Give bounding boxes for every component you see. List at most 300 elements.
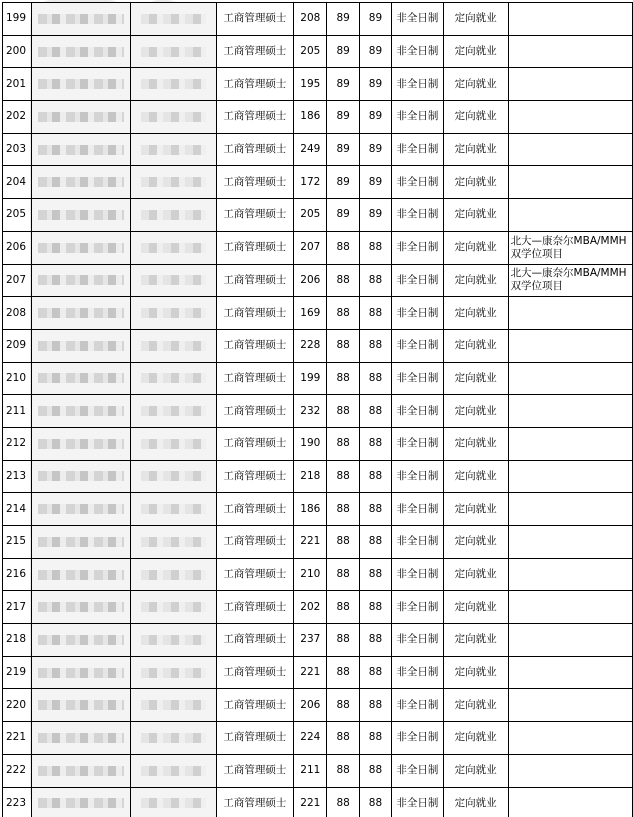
total-score-cell: 208: [294, 3, 327, 36]
redacted-name-cell: [31, 787, 130, 817]
redaction-blur: [141, 112, 205, 122]
degree-cell: 工商管理硕士: [216, 526, 294, 559]
redacted-id-cell: [131, 329, 216, 362]
employment-type-cell: 定向就业: [443, 722, 508, 755]
redacted-name-cell: [31, 558, 130, 591]
row-number: 202: [3, 101, 32, 134]
row-number: 215: [3, 526, 32, 559]
redaction-blur: [38, 373, 124, 383]
note-cell: [508, 591, 632, 624]
redaction-blur: [38, 406, 124, 416]
score-a-cell: 89: [327, 166, 360, 199]
score-b-cell: 88: [360, 656, 392, 689]
redaction-blur: [141, 504, 205, 514]
redaction-blur: [141, 471, 205, 481]
redacted-name-cell: [31, 754, 130, 787]
redacted-id-cell: [131, 722, 216, 755]
redacted-name-cell: [31, 493, 130, 526]
note-cell: [508, 493, 632, 526]
redaction-blur: [38, 733, 124, 743]
note-cell: [508, 460, 632, 493]
study-mode-cell: 非全日制: [391, 656, 443, 689]
table-row: [3, 101, 633, 134]
redaction-blur: [141, 14, 205, 24]
redaction-blur: [141, 439, 205, 449]
score-b-cell: 88: [360, 787, 392, 817]
redacted-name-cell: [31, 231, 130, 264]
row-number: 221: [3, 722, 32, 755]
degree-cell: 工商管理硕士: [216, 3, 294, 36]
study-mode-cell: 非全日制: [391, 689, 443, 722]
redacted-id-cell: [131, 166, 216, 199]
degree-cell: 工商管理硕士: [216, 133, 294, 166]
redacted-id-cell: [131, 493, 216, 526]
row-number: 219: [3, 656, 32, 689]
note-cell: 北大—康奈尔MBA/MMH双学位项目: [508, 264, 632, 297]
redaction-blur: [141, 766, 205, 776]
redaction-blur: [38, 537, 124, 547]
degree-cell: 工商管理硕士: [216, 656, 294, 689]
redaction-blur: [141, 406, 205, 416]
table-row: [3, 3, 633, 36]
redaction-blur: [141, 145, 205, 155]
score-b-cell: 88: [360, 329, 392, 362]
score-a-cell: 88: [327, 231, 360, 264]
redacted-id-cell: [131, 656, 216, 689]
study-mode-cell: 非全日制: [391, 3, 443, 36]
employment-type-cell: 定向就业: [443, 166, 508, 199]
study-mode-cell: 非全日制: [391, 133, 443, 166]
redaction-blur: [141, 275, 205, 285]
redaction-blur: [38, 275, 124, 285]
redaction-blur: [38, 145, 124, 155]
table-row: [3, 329, 633, 362]
total-score-cell: 221: [294, 656, 327, 689]
employment-type-cell: 定向就业: [443, 754, 508, 787]
table-row: [3, 68, 633, 101]
redacted-name-cell: [31, 722, 130, 755]
redacted-name-cell: [31, 526, 130, 559]
degree-cell: 工商管理硕士: [216, 362, 294, 395]
study-mode-cell: 非全日制: [391, 460, 443, 493]
score-a-cell: 88: [327, 624, 360, 657]
row-number: 199: [3, 3, 32, 36]
employment-type-cell: 定向就业: [443, 35, 508, 68]
total-score-cell: 190: [294, 427, 327, 460]
note-cell: [508, 35, 632, 68]
degree-cell: 工商管理硕士: [216, 460, 294, 493]
table-row: [3, 656, 633, 689]
note-cell: [508, 297, 632, 330]
employment-type-cell: 定向就业: [443, 591, 508, 624]
study-mode-cell: 非全日制: [391, 526, 443, 559]
note-cell: [508, 722, 632, 755]
study-mode-cell: 非全日制: [391, 297, 443, 330]
redaction-blur: [38, 210, 124, 220]
note-cell: [508, 133, 632, 166]
total-score-cell: 205: [294, 199, 327, 232]
study-mode-cell: 非全日制: [391, 754, 443, 787]
score-a-cell: 89: [327, 68, 360, 101]
note-cell: [508, 329, 632, 362]
redaction-blur: [38, 439, 124, 449]
table-row: [3, 689, 633, 722]
score-a-cell: 89: [327, 199, 360, 232]
total-score-cell: 172: [294, 166, 327, 199]
study-mode-cell: 非全日制: [391, 166, 443, 199]
study-mode-cell: 非全日制: [391, 493, 443, 526]
table-row: [3, 460, 633, 493]
redaction-blur: [141, 373, 205, 383]
redaction-blur: [141, 47, 205, 57]
score-b-cell: 89: [360, 166, 392, 199]
score-a-cell: 89: [327, 101, 360, 134]
redacted-name-cell: [31, 395, 130, 428]
degree-cell: 工商管理硕士: [216, 787, 294, 817]
score-a-cell: 88: [327, 395, 360, 428]
employment-type-cell: 定向就业: [443, 264, 508, 297]
study-mode-cell: 非全日制: [391, 264, 443, 297]
total-score-cell: 232: [294, 395, 327, 428]
redacted-id-cell: [131, 101, 216, 134]
score-a-cell: 88: [327, 362, 360, 395]
redaction-blur: [141, 341, 205, 351]
score-b-cell: 89: [360, 35, 392, 68]
note-cell: 北大—康奈尔MBA/MMH双学位项目: [508, 231, 632, 264]
row-number: 217: [3, 591, 32, 624]
redacted-name-cell: [31, 35, 130, 68]
score-b-cell: 88: [360, 395, 392, 428]
study-mode-cell: 非全日制: [391, 199, 443, 232]
row-number: 214: [3, 493, 32, 526]
redacted-id-cell: [131, 3, 216, 36]
employment-type-cell: 定向就业: [443, 689, 508, 722]
total-score-cell: 195: [294, 68, 327, 101]
score-a-cell: 88: [327, 427, 360, 460]
note-cell: [508, 754, 632, 787]
table-row: [3, 297, 633, 330]
row-number: 205: [3, 199, 32, 232]
total-score-cell: 210: [294, 558, 327, 591]
score-b-cell: 88: [360, 754, 392, 787]
employment-type-cell: 定向就业: [443, 395, 508, 428]
redacted-name-cell: [31, 689, 130, 722]
study-mode-cell: 非全日制: [391, 395, 443, 428]
total-score-cell: 211: [294, 754, 327, 787]
study-mode-cell: 非全日制: [391, 101, 443, 134]
row-number: 207: [3, 264, 32, 297]
table-row: [3, 362, 633, 395]
degree-cell: 工商管理硕士: [216, 264, 294, 297]
score-a-cell: 88: [327, 722, 360, 755]
table-row: [3, 722, 633, 755]
employment-type-cell: 定向就业: [443, 362, 508, 395]
score-a-cell: 88: [327, 591, 360, 624]
score-a-cell: 88: [327, 787, 360, 817]
row-number: 222: [3, 754, 32, 787]
employment-type-cell: 定向就业: [443, 231, 508, 264]
total-score-cell: 169: [294, 297, 327, 330]
total-score-cell: 228: [294, 329, 327, 362]
redacted-id-cell: [131, 362, 216, 395]
row-number: 201: [3, 68, 32, 101]
row-number: 208: [3, 297, 32, 330]
redaction-blur: [38, 79, 124, 89]
redaction-blur: [38, 504, 124, 514]
score-b-cell: 88: [360, 689, 392, 722]
degree-cell: 工商管理硕士: [216, 166, 294, 199]
employment-type-cell: 定向就业: [443, 427, 508, 460]
score-b-cell: 89: [360, 101, 392, 134]
row-number: 209: [3, 329, 32, 362]
redaction-blur: [141, 700, 205, 710]
redaction-blur: [38, 243, 124, 253]
score-a-cell: 88: [327, 329, 360, 362]
degree-cell: 工商管理硕士: [216, 591, 294, 624]
degree-cell: 工商管理硕士: [216, 427, 294, 460]
row-number: 211: [3, 395, 32, 428]
note-cell: [508, 395, 632, 428]
score-b-cell: 89: [360, 3, 392, 36]
degree-cell: 工商管理硕士: [216, 689, 294, 722]
redacted-id-cell: [131, 395, 216, 428]
table-row: [3, 166, 633, 199]
study-mode-cell: 非全日制: [391, 591, 443, 624]
table-row: [3, 231, 633, 264]
table-row: [3, 526, 633, 559]
total-score-cell: 199: [294, 362, 327, 395]
total-score-cell: 206: [294, 689, 327, 722]
total-score-cell: 237: [294, 624, 327, 657]
note-cell: [508, 656, 632, 689]
note-cell: [508, 558, 632, 591]
table-row: [3, 35, 633, 68]
note-cell: [508, 526, 632, 559]
redacted-id-cell: [131, 133, 216, 166]
score-b-cell: 88: [360, 591, 392, 624]
redaction-blur: [141, 537, 205, 547]
redacted-id-cell: [131, 558, 216, 591]
note-cell: [508, 166, 632, 199]
total-score-cell: 186: [294, 493, 327, 526]
note-cell: [508, 787, 632, 817]
redacted-name-cell: [31, 297, 130, 330]
redacted-id-cell: [131, 68, 216, 101]
employment-type-cell: 定向就业: [443, 656, 508, 689]
redaction-blur: [141, 570, 205, 580]
degree-cell: 工商管理硕士: [216, 297, 294, 330]
redacted-name-cell: [31, 3, 130, 36]
employment-type-cell: 定向就业: [443, 329, 508, 362]
redacted-id-cell: [131, 754, 216, 787]
table-row: [3, 624, 633, 657]
row-number: 218: [3, 624, 32, 657]
redacted-name-cell: [31, 460, 130, 493]
score-a-cell: 88: [327, 656, 360, 689]
note-cell: [508, 199, 632, 232]
degree-cell: 工商管理硕士: [216, 395, 294, 428]
row-number: 203: [3, 133, 32, 166]
table-row: [3, 493, 633, 526]
redaction-blur: [38, 798, 124, 808]
study-mode-cell: 非全日制: [391, 329, 443, 362]
degree-cell: 工商管理硕士: [216, 754, 294, 787]
redaction-blur: [38, 341, 124, 351]
employment-type-cell: 定向就业: [443, 199, 508, 232]
redacted-name-cell: [31, 133, 130, 166]
employment-type-cell: 定向就业: [443, 297, 508, 330]
table-row: [3, 754, 633, 787]
redaction-blur: [141, 635, 205, 645]
score-b-cell: 88: [360, 460, 392, 493]
redaction-blur: [141, 602, 205, 612]
redaction-blur: [38, 602, 124, 612]
study-mode-cell: 非全日制: [391, 35, 443, 68]
degree-cell: 工商管理硕士: [216, 231, 294, 264]
score-a-cell: 88: [327, 297, 360, 330]
redaction-blur: [141, 177, 205, 187]
degree-cell: 工商管理硕士: [216, 68, 294, 101]
score-b-cell: 89: [360, 133, 392, 166]
table-row: [3, 591, 633, 624]
score-b-cell: 89: [360, 68, 392, 101]
note-cell: [508, 3, 632, 36]
table-row: [3, 395, 633, 428]
redaction-blur: [141, 308, 205, 318]
redacted-name-cell: [31, 68, 130, 101]
redacted-id-cell: [131, 199, 216, 232]
redaction-blur: [141, 210, 205, 220]
score-a-cell: 88: [327, 558, 360, 591]
total-score-cell: 205: [294, 35, 327, 68]
degree-cell: 工商管理硕士: [216, 199, 294, 232]
table-row: [3, 558, 633, 591]
note-cell: [508, 362, 632, 395]
employment-type-cell: 定向就业: [443, 68, 508, 101]
redaction-blur: [38, 14, 124, 24]
score-a-cell: 88: [327, 493, 360, 526]
redaction-blur: [38, 668, 124, 678]
table-row: [3, 133, 633, 166]
score-b-cell: 88: [360, 493, 392, 526]
employment-type-cell: 定向就业: [443, 101, 508, 134]
redacted-name-cell: [31, 329, 130, 362]
redaction-blur: [141, 79, 205, 89]
total-score-cell: 249: [294, 133, 327, 166]
degree-cell: 工商管理硕士: [216, 329, 294, 362]
redacted-id-cell: [131, 624, 216, 657]
row-number: 213: [3, 460, 32, 493]
redaction-blur: [38, 177, 124, 187]
score-a-cell: 89: [327, 133, 360, 166]
redaction-blur: [38, 47, 124, 57]
employment-type-cell: 定向就业: [443, 624, 508, 657]
employment-type-cell: 定向就业: [443, 526, 508, 559]
redacted-id-cell: [131, 526, 216, 559]
redaction-blur: [141, 733, 205, 743]
redaction-blur: [38, 471, 124, 481]
score-a-cell: 88: [327, 460, 360, 493]
redacted-id-cell: [131, 460, 216, 493]
redaction-blur: [38, 700, 124, 710]
row-number: 212: [3, 427, 32, 460]
score-b-cell: 88: [360, 231, 392, 264]
employment-type-cell: 定向就业: [443, 3, 508, 36]
score-b-cell: 88: [360, 558, 392, 591]
redacted-name-cell: [31, 166, 130, 199]
degree-cell: 工商管理硕士: [216, 624, 294, 657]
row-number: 206: [3, 231, 32, 264]
note-cell: [508, 689, 632, 722]
redaction-blur: [38, 308, 124, 318]
score-a-cell: 88: [327, 754, 360, 787]
total-score-cell: 221: [294, 526, 327, 559]
redacted-name-cell: [31, 656, 130, 689]
employment-type-cell: 定向就业: [443, 133, 508, 166]
total-score-cell: 224: [294, 722, 327, 755]
redaction-blur: [38, 766, 124, 776]
redacted-name-cell: [31, 591, 130, 624]
score-b-cell: 89: [360, 199, 392, 232]
score-b-cell: 88: [360, 427, 392, 460]
redaction-blur: [141, 243, 205, 253]
table-row: [3, 264, 633, 297]
redaction-blur: [141, 668, 205, 678]
score-b-cell: 88: [360, 624, 392, 657]
degree-cell: 工商管理硕士: [216, 558, 294, 591]
redaction-blur: [141, 798, 205, 808]
table-row: [3, 787, 633, 817]
employment-type-cell: 定向就业: [443, 558, 508, 591]
table-row: [3, 199, 633, 232]
study-mode-cell: 非全日制: [391, 427, 443, 460]
degree-cell: 工商管理硕士: [216, 493, 294, 526]
score-b-cell: 88: [360, 722, 392, 755]
score-b-cell: 88: [360, 297, 392, 330]
score-a-cell: 88: [327, 526, 360, 559]
score-b-cell: 88: [360, 526, 392, 559]
row-number: 223: [3, 787, 32, 817]
score-b-cell: 88: [360, 264, 392, 297]
redacted-name-cell: [31, 362, 130, 395]
redacted-id-cell: [131, 35, 216, 68]
note-cell: [508, 427, 632, 460]
redacted-id-cell: [131, 787, 216, 817]
employment-type-cell: 定向就业: [443, 787, 508, 817]
study-mode-cell: 非全日制: [391, 787, 443, 817]
redacted-name-cell: [31, 199, 130, 232]
total-score-cell: 206: [294, 264, 327, 297]
redaction-blur: [38, 635, 124, 645]
score-a-cell: 89: [327, 3, 360, 36]
total-score-cell: 202: [294, 591, 327, 624]
redacted-name-cell: [31, 264, 130, 297]
study-mode-cell: 非全日制: [391, 68, 443, 101]
row-number: 220: [3, 689, 32, 722]
redacted-id-cell: [131, 264, 216, 297]
study-mode-cell: 非全日制: [391, 558, 443, 591]
study-mode-cell: 非全日制: [391, 624, 443, 657]
total-score-cell: 221: [294, 787, 327, 817]
note-cell: [508, 624, 632, 657]
score-a-cell: 89: [327, 35, 360, 68]
study-mode-cell: 非全日制: [391, 722, 443, 755]
degree-cell: 工商管理硕士: [216, 722, 294, 755]
total-score-cell: 207: [294, 231, 327, 264]
employment-type-cell: 定向就业: [443, 493, 508, 526]
row-number: 210: [3, 362, 32, 395]
study-mode-cell: 非全日制: [391, 231, 443, 264]
